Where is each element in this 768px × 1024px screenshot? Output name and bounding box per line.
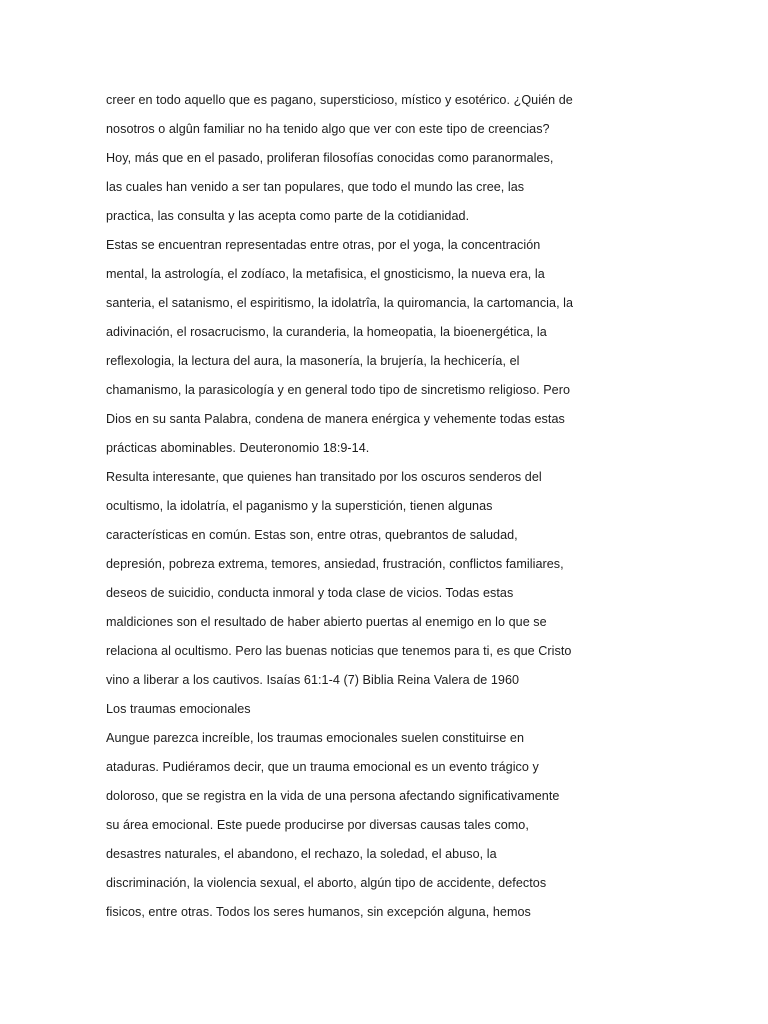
text-line: vino a liberar a los cautivos. Isaías 61:1-4 (7) Biblia Reina Valera de 1960 (106, 673, 520, 687)
text-line: creer en todo aquello que es pagano, supersticioso, místico y esotérico. ¿Quién de (106, 93, 573, 107)
text-line: Dios en su santa Palabra, condena de manera enérgica y vehemente todas estas (106, 412, 565, 426)
text-line: santeria, el satanismo, el espiritismo, la idolatrîa, la quiromancia, la cartomancia, la (106, 296, 574, 310)
text-line: prácticas abominables. Deuteronomio 18:9-14. (106, 441, 370, 455)
text-line: desastres naturales, el abandono, el rechazo, la soledad, el abuso, la (106, 847, 497, 861)
text-line: ocultismo, la idolatría, el paganismo y la superstición, tienen algunas (106, 499, 493, 513)
text-line: chamanismo, la parasicología y en general todo tipo de sincretismo religioso. Pero (106, 383, 571, 397)
text-line: doloroso, que se registra en la vida de una persona afectando significativamente (106, 789, 560, 803)
text-line: ataduras. Pudiéramos decir, que un trauma emocional es un evento trágico y (106, 760, 539, 774)
text-line: maldiciones son el resultado de haber abierto puertas al enemigo en lo que se (106, 615, 547, 629)
section-heading: Los traumas emocionales (106, 702, 251, 716)
text-line: características en común. Estas son, entre otras, quebrantos de saludad, (106, 528, 518, 542)
text-line: mental, la astrología, el zodíaco, la metafisica, el gnosticismo, la nueva era, la (106, 267, 545, 281)
text-line: Hoy, más que en el pasado, proliferan filosofías conocidas como paranormales, (106, 151, 554, 165)
text-line: nosotros o algûn familiar no ha tenido algo que ver con este tipo de creencias? (106, 122, 550, 136)
body-text (106, 86, 586, 927)
text-line: las cuales han venido a ser tan populares, que todo el mundo las cree, las (106, 180, 525, 194)
text-line: reflexologia, la lectura del aura, la masonería, la brujería, la hechicería, el (106, 354, 520, 368)
text-line: relaciona al ocultismo. Pero las buenas noticias que tenemos para ti, es que Cristo (106, 644, 572, 658)
text-line: fisicos, entre otras. Todos los seres humanos, sin excepción alguna, hemos (106, 905, 531, 919)
text-line: Aungue parezca increíble, los traumas emocionales suelen constituirse en (106, 731, 525, 745)
text-line: Resulta interesante, que quienes han transitado por los oscuros senderos del (106, 470, 542, 484)
text-line: practica, las consulta y las acepta como parte de la cotidianidad. (106, 209, 470, 223)
text-line: deseos de suicidio, conducta inmoral y toda clase de vicios. Todas estas (106, 586, 514, 600)
text-line: su área emocional. Este puede producirse por diversas causas tales como, (106, 818, 529, 832)
text-line: discriminación, la violencia sexual, el aborto, algún tipo de accidente, defectos (106, 876, 547, 890)
text-line: Estas se encuentran representadas entre otras, por el yoga, la concentración (106, 238, 541, 252)
text-line: adivinación, el rosacrucismo, la curanderia, la homeopatia, la bioenergética, la (106, 325, 547, 339)
text-line: depresión, pobreza extrema, temores, ansiedad, frustración, conflictos familiares, (106, 557, 564, 571)
